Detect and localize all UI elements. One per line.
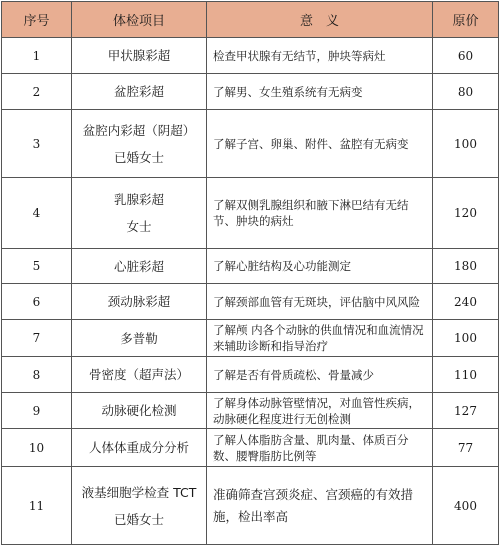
row-meaning: 了解子宫、卵巢、附件、盆腔有无病变 bbox=[207, 110, 433, 178]
row-item: 颈动脉彩超 bbox=[72, 284, 207, 320]
row-no: 3 bbox=[2, 110, 72, 178]
row-meaning: 了解颅 内各个动脉的供血情况和血流情况来辅助诊断和指导治疗 bbox=[207, 320, 433, 357]
row-item bbox=[72, 467, 207, 545]
header-price: 原价 bbox=[433, 2, 499, 38]
table-row bbox=[2, 178, 499, 249]
table-row bbox=[2, 249, 499, 284]
row-no: 1 bbox=[2, 38, 72, 74]
row-no: 11 bbox=[2, 467, 72, 545]
row-price: 240 bbox=[433, 284, 499, 320]
header-meaning: 意 义 bbox=[207, 2, 433, 38]
header-item: 体检项目 bbox=[72, 2, 207, 38]
row-price: 127 bbox=[433, 393, 499, 429]
row-meaning: 了解颈部血管有无斑块，评估脑中风风险 bbox=[207, 284, 433, 320]
row-price: 120 bbox=[433, 178, 499, 249]
row-item-note: 女士 bbox=[126, 219, 152, 234]
row-no: 10 bbox=[2, 429, 72, 467]
table-row bbox=[2, 467, 499, 545]
row-meaning: 检查甲状腺有无结节，肿块等病灶 bbox=[207, 38, 433, 74]
row-item: 骨密度（超声法） bbox=[72, 357, 207, 393]
row-meaning: 了解男、女生殖系统有无病变 bbox=[207, 74, 433, 110]
row-meaning: 准确筛查宫颈炎症、宫颈癌的有效措施，检出率高 bbox=[207, 467, 433, 545]
row-no: 6 bbox=[2, 284, 72, 320]
row-price: 80 bbox=[433, 74, 499, 110]
row-meaning: 了解是否有骨质疏松、骨量减少 bbox=[207, 357, 433, 393]
row-price: 60 bbox=[433, 38, 499, 74]
row-item-name: 乳腺彩超 bbox=[113, 192, 164, 207]
row-no: 5 bbox=[2, 249, 72, 284]
row-meaning: 了解身体动脉管壁情况，对血管性疾病，动脉硬化程度进行无创检测 bbox=[207, 393, 433, 429]
header-row bbox=[2, 2, 499, 38]
row-item-name: 盆腔内彩超（阴超） bbox=[82, 122, 196, 138]
table-row bbox=[2, 320, 499, 357]
row-item: 心脏彩超 bbox=[72, 249, 207, 284]
row-price: 400 bbox=[433, 467, 499, 545]
row-no: 7 bbox=[2, 320, 72, 357]
row-item: 多普勒 bbox=[72, 320, 207, 357]
row-item: 盆腔彩超 bbox=[72, 74, 207, 110]
row-price: 110 bbox=[433, 357, 499, 393]
row-no: 8 bbox=[2, 357, 72, 393]
header-no: 序号 bbox=[2, 2, 72, 38]
row-price: 100 bbox=[433, 110, 499, 178]
row-no: 2 bbox=[2, 74, 72, 110]
row-price: 77 bbox=[433, 429, 499, 467]
table-row bbox=[2, 393, 499, 429]
checkup-price-table bbox=[1, 1, 499, 545]
row-item: 动脉硬化检测 bbox=[72, 393, 207, 429]
table-row bbox=[2, 38, 499, 74]
table-row bbox=[2, 284, 499, 320]
row-item bbox=[72, 110, 207, 178]
table-row bbox=[2, 429, 499, 467]
row-item-note: 已婚女士 bbox=[113, 149, 164, 165]
row-no: 4 bbox=[2, 178, 72, 249]
row-item-name: 液基细胞学检查 TCT bbox=[81, 484, 197, 500]
table-row bbox=[2, 110, 499, 178]
row-item: 甲状腺彩超 bbox=[72, 38, 207, 74]
row-meaning: 了解双侧乳腺组织和腋下淋巴结有无结节、肿块的病灶 bbox=[207, 178, 433, 249]
row-meaning: 了解人体脂肪含量、肌肉量、体质百分数、腰臀脂肪比例等 bbox=[207, 429, 433, 467]
row-item bbox=[72, 178, 207, 249]
table-row bbox=[2, 357, 499, 393]
row-meaning: 了解心脏结构及心功能测定 bbox=[207, 249, 433, 284]
row-item-note: 已婚女士 bbox=[113, 511, 164, 527]
row-price: 100 bbox=[433, 320, 499, 357]
row-item: 人体体重成分分析 bbox=[72, 429, 207, 467]
row-no: 9 bbox=[2, 393, 72, 429]
row-price: 180 bbox=[433, 249, 499, 284]
table-row bbox=[2, 74, 499, 110]
